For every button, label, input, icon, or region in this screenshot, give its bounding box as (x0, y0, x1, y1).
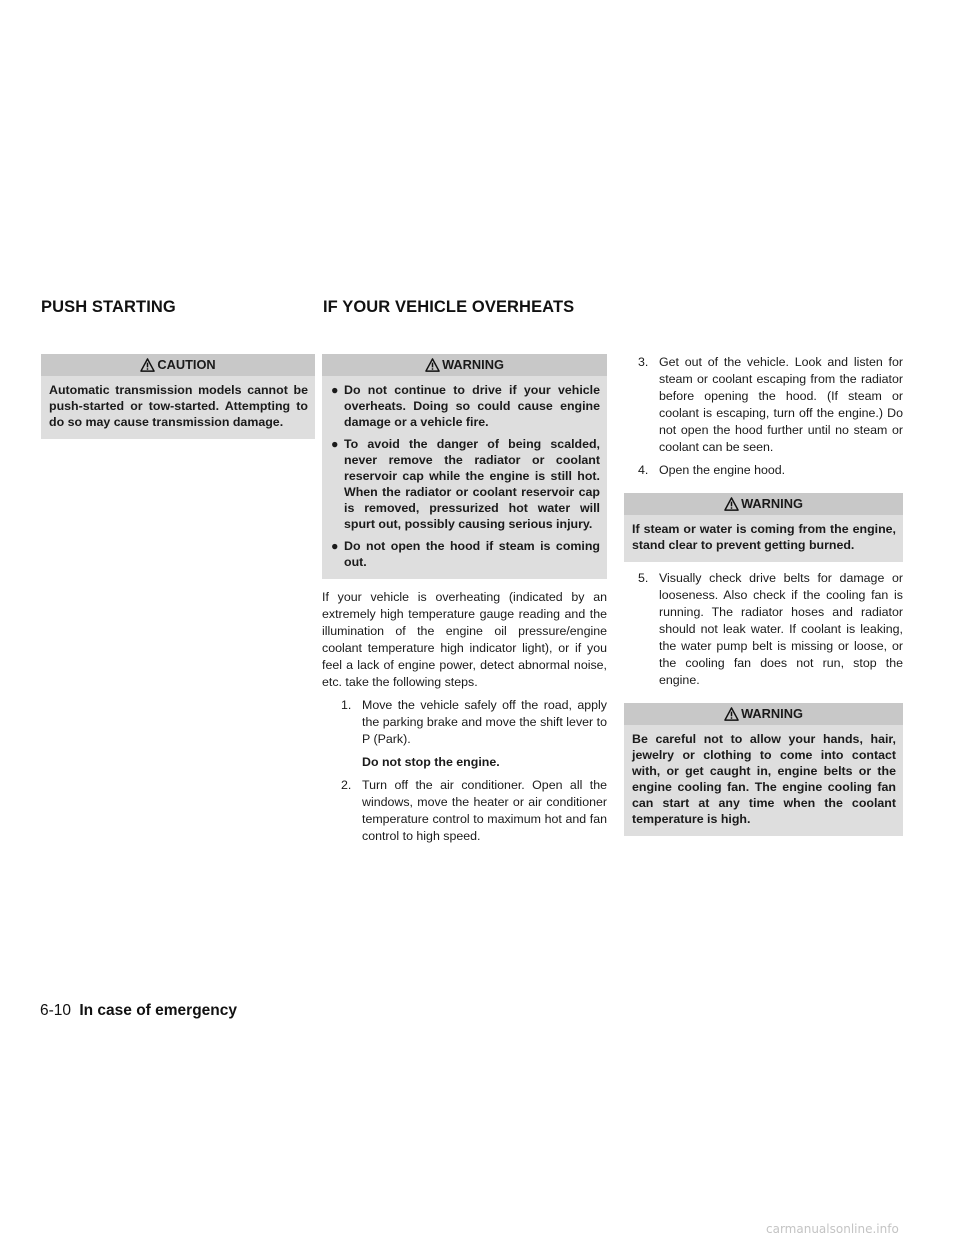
column-2 (322, 354, 607, 845)
steps-list-2 (624, 354, 903, 479)
warning-box-1-title (322, 354, 607, 376)
section-name: In case of emergency (79, 1002, 238, 1019)
caution-text: Automatic transmission models cannot be push-started or tow-started. Attempting to do so may cause transmission damage. (49, 383, 308, 429)
warning-box-2 (624, 493, 903, 562)
caution-box (41, 354, 315, 439)
intro-paragraph: If your vehicle is overheating (indicated by an extremely high temperature gauge reading and the illumination of the engine oil pressure/engine coolant temperature high indicator light), or if you feel a lack of engine power, detect abnormal noise, etc. take the following steps. (322, 590, 607, 689)
column-1 (41, 354, 315, 439)
list-item: ● To avoid the danger of being scalded, never remove the radiator or coolant reservoir cap while the engine is still hot. When the radiator or coolant reservoir cap is removed, pressurized hot water will spurt out, possibly causing serious injury. (331, 437, 600, 531)
warning-3-text: Be careful not to allow your hands, hair, jewelry or clothing to come into contact with, or get caught in, engine belts or the engine cooling fan. The engine cooling fan can start at any time when the coolant temperature is high. (632, 732, 896, 826)
warning-box-2-title (624, 493, 903, 515)
warning-triangle-icon (724, 497, 739, 511)
step-note: Do not stop the engine. (362, 755, 500, 769)
watermark: carmanualsonline.info (766, 1222, 899, 1236)
warning-2-text: If steam or water is coming from the engine, stand clear to prevent getting burned. (632, 522, 896, 552)
list-item: 2. Turn off the air conditioner. Open all the windows, move the heater or air conditioner temperature control to maximum hot and fan control to high speed. (341, 778, 607, 843)
steps-list-3 (624, 570, 903, 689)
list-item: 1. Move the vehicle safely off the road, apply the parking brake and move the shift lever to P (Park). Do not stop the engine. (341, 698, 607, 769)
heading-if-vehicle-overheats: IF YOUR VEHICLE OVERHEATS (323, 298, 575, 316)
page-footer (40, 1002, 237, 1020)
warning-title-text: WARNING (442, 357, 504, 372)
warning-triangle-icon (724, 707, 739, 721)
caution-box-title (41, 354, 315, 376)
warning-box-3 (624, 703, 903, 836)
warning-title-text: WARNING (741, 496, 803, 511)
caution-title-text: CAUTION (157, 357, 216, 372)
page-number: 6-10 (40, 1002, 72, 1019)
list-item: 4. Open the engine hood. (638, 463, 786, 477)
steps-list-1 (322, 697, 607, 845)
list-item: ● Do not continue to drive if your vehicle overheats. Doing so could cause engine damage or a vehicle fire. (331, 383, 600, 429)
list-item: ● Do not open the hood if steam is coming out. (331, 539, 600, 569)
warning-box-1 (322, 354, 607, 579)
column-3 (624, 354, 903, 836)
warning-triangle-icon (425, 358, 440, 372)
warning-1-list (330, 382, 600, 570)
list-item: 5. Visually check drive belts for damage or looseness. Also check if the cooling fan is running. The radiator hoses and radiator should not leak water. If coolant is leaking, the water pump belt is missing or loose, or the cooling fan does not run, stop the engine. (638, 571, 903, 687)
warning-triangle-icon (140, 358, 155, 372)
heading-push-starting: PUSH STARTING (41, 298, 176, 316)
list-item: 3. Get out of the vehicle. Look and listen for steam or coolant escaping from the radiator before opening the hood. (If steam or coolant is escaping, turn off the engine.) Do not open the hood further until no steam or coolant can be seen. (638, 355, 903, 454)
warning-title-text: WARNING (741, 706, 803, 721)
warning-box-3-title (624, 703, 903, 725)
